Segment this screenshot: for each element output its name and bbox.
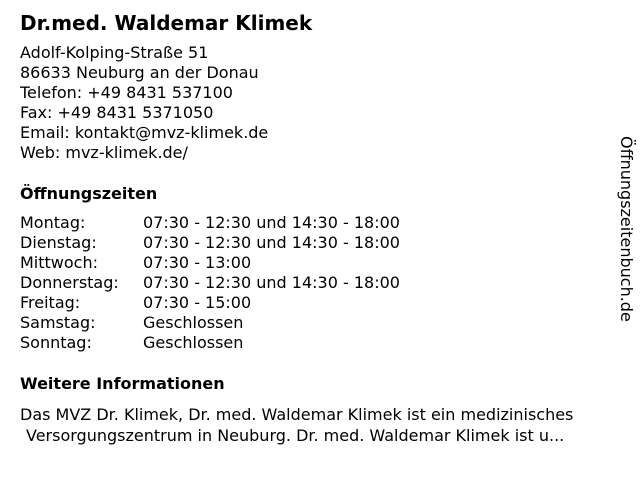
- opening-hours-row-sunday: [20, 333, 450, 353]
- time-value: 07:30 - 15:00: [143, 293, 252, 312]
- more-info-line-2: Versorgungszentrum in Neuburg. Dr. med. Waldemar Klimek ist u...: [26, 426, 565, 445]
- fax-number: Fax: +49 8431 5371050: [20, 103, 214, 122]
- opening-hours-row-saturday: [20, 313, 450, 333]
- day-label: Montag:: [20, 213, 86, 232]
- time-value: 07:30 - 12:30 und 14:30 - 18:00: [143, 233, 400, 252]
- email-address: Email: kontakt@mvz-klimek.de: [20, 123, 269, 142]
- opening-hours-row-tuesday: [20, 233, 450, 253]
- address-street: Adolf-Kolping-Straße 51: [20, 43, 209, 62]
- more-info-line-1: Das MVZ Dr. Klimek, Dr. med. Waldemar Klimek ist ein medizinisches: [20, 405, 574, 424]
- site-brand-vertical-text: Öffnungszeitenbuch.de: [617, 136, 636, 322]
- day-label: Freitag:: [20, 293, 81, 312]
- time-value: Geschlossen: [143, 333, 244, 352]
- opening-hours-row-monday: [20, 213, 450, 233]
- more-info-text: [20, 404, 620, 446]
- opening-hours-heading: Öffnungszeiten: [20, 184, 158, 203]
- opening-hours-row-wednesday: [20, 253, 450, 273]
- website-address: Web: mvz-klimek.de/: [20, 143, 188, 162]
- day-label: Donnerstag:: [20, 273, 119, 292]
- time-value: 07:30 - 13:00: [143, 253, 252, 272]
- day-label: Samstag:: [20, 313, 96, 332]
- time-value: 07:30 - 12:30 und 14:30 - 18:00: [143, 273, 400, 292]
- contact-block: [20, 43, 268, 163]
- opening-hours-list: [20, 213, 450, 353]
- more-info-heading: Weitere Informationen: [20, 374, 225, 393]
- time-value: 07:30 - 12:30 und 14:30 - 18:00: [143, 213, 400, 232]
- day-label: Dienstag:: [20, 233, 97, 252]
- day-label: Sonntag:: [20, 333, 92, 352]
- phone-number: Telefon: +49 8431 537100: [20, 83, 233, 102]
- opening-hours-row-friday: [20, 293, 450, 313]
- practice-title: Dr.med. Waldemar Klimek: [20, 11, 313, 35]
- time-value: Geschlossen: [143, 313, 244, 332]
- opening-hours-row-thursday: [20, 273, 450, 293]
- day-label: Mittwoch:: [20, 253, 98, 272]
- address-city: 86633 Neuburg an der Donau: [20, 63, 259, 82]
